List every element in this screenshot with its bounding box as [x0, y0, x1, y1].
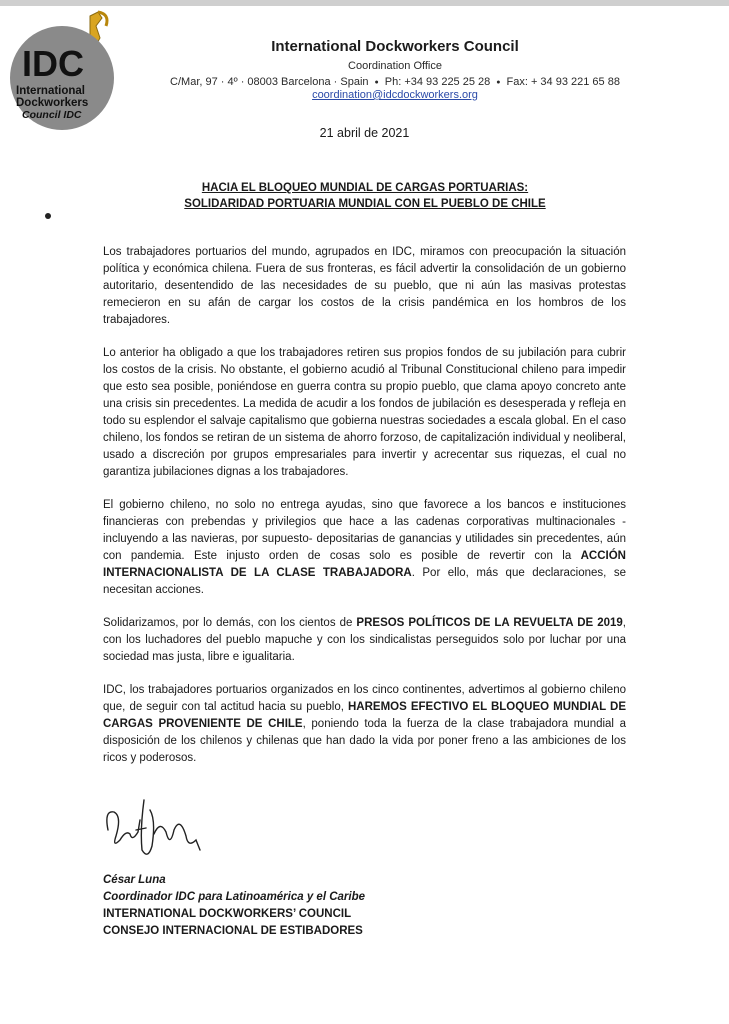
bullet-separator: ● [496, 78, 501, 86]
address: C/Mar, 97 · 4º · 08003 Barcelona · Spain [170, 76, 369, 88]
office-name: Coordination Office [348, 60, 442, 72]
paragraph-5-text-end: , poniendo toda la fuerza de la clase trabajadora mundial a disposición de los chilenos y chilenas que han dado la vida por poner freno a las ambiciones de los ricos y poderosos. [103, 718, 627, 764]
signer-name: César Luna [103, 874, 166, 886]
paragraph-5-emphasis: HAREMOS EFECTIVO EL BLOQUEO MUNDIAL DE CARGAS PROVENIENTE DE CHILE [103, 701, 626, 730]
letter-date: 21 abril de 2021 [319, 126, 410, 140]
letter-title [100, 180, 630, 212]
bullet-separator: ● [374, 78, 379, 86]
org-english: INTERNATIONAL DOCKWORKERS’ COUNCIL [103, 908, 352, 920]
handwritten-signature [100, 790, 210, 870]
letter-body [103, 244, 626, 783]
top-edge-bar [0, 0, 729, 6]
paragraph-4-emphasis: PRESOS POLÍTICOS DE LA REVUELTA DE 2019 [356, 617, 623, 629]
paragraph-4-text-end: , con los luchadores del pueblo mapuche y con los sindicalistas perseguidos solo por luchar por una sociedad mas justa, libre e igualitaria. [103, 617, 626, 663]
paragraph-4 [103, 615, 626, 666]
paragraph-5-text: IDC, los trabajadores portuarios organizados en los cinco continentes, advertimos al gobierno chileno que, de seguir con tal actitud hacia su pueblo, [103, 684, 626, 713]
paragraph-2: Lo anterior ha obligado a que los trabajadores retiren sus propios fondos de su jubilación para cubrir los costos de la crisis. No obstante, el gobierno acudió al Tribunal Constitucional chileno para impedir que esto sea posible, poniéndose en guerra contra su propio pueblo, que clama apoyo concreto ante una crisis sin precedentes. La medida de acudir a los fondos de jubilación es desesperada y refleja en todo su esplendor el salvaje capitalismo que gobierna nuestras sociedades a escala global. En el caso chileno, los fondos se retiran de un sistema de ahorro forzoso, de capitalización individual y neoliberal, usado a discreción por grupos empresariales para invertir y acrecentar sus riquezas, el cual no garantiza jubilaciones dignas a los trabajadores. [103, 347, 626, 478]
logo-line-1: International [16, 85, 86, 97]
logo-line-2: Dockworkers [16, 97, 89, 109]
signer-role: Coordinador IDC para Latinoamérica y el Caribe [103, 891, 366, 903]
paragraph-3-emphasis: ACCIÓN INTERNACIONALISTA DE LA CLASE TRABAJADORA [103, 550, 626, 579]
paragraph-4-text: Solidarizamos, por lo demás, con los cientos de [103, 617, 357, 629]
title-line-2: SOLIDARIDAD PORTUARIA MUNDIAL CON EL PUEBLO DE CHILE [184, 198, 546, 210]
letterhead [160, 38, 630, 101]
title-line-1: HACIA EL BLOQUEO MUNDIAL DE CARGAS PORTUARIAS: [201, 182, 529, 194]
signature-block [103, 872, 365, 940]
logo-letters: IDC [22, 43, 84, 84]
contact-line [160, 76, 630, 88]
stray-dot [45, 213, 51, 219]
paragraph-3 [103, 497, 626, 599]
organization-name: International Dockworkers Council [271, 38, 519, 55]
paragraph-3-text: El gobierno chileno, no solo no entrega ayudas, sino que favorece a los bancos e instituciones financieras con prebendas y privilegios que hace a las cadenas corporativas multinacionales - incluyendo a las navieras, por supuesto- depositarias de ganancias y utilidades sin precedentes, aún con pandemia. Este injusto orden de cosas solo es posible de revertir con la [103, 499, 626, 562]
paragraph-5 [103, 682, 626, 767]
email-link[interactable]: coordination@idcdockworkers.org [312, 89, 478, 101]
idc-logo [6, 8, 118, 132]
paragraph-1: Los trabajadores portuarios del mundo, agrupados en IDC, miramos con preocupación la situación política y económica chilena. Fuera de sus fronteras, es fácil advertir la consolidación de un gobierno autoritario, desentendido de las necesidades de su pueblo, que ni aún las masivas protestas remecieron en su afán de cargar los costos de la crisis pandémica en los hombros de los trabajadores. [103, 246, 626, 326]
org-spanish: CONSEJO INTERNACIONAL DE ESTIBADORES [103, 925, 363, 937]
fax: Fax: + 34 93 221 65 88 [506, 76, 620, 88]
phone: Ph: +34 93 225 25 28 [384, 76, 491, 88]
logo-line-3: Council IDC [22, 109, 82, 121]
paragraph-3-text-end: . Por ello, más que declaraciones, se necesitan acciones. [103, 567, 626, 596]
